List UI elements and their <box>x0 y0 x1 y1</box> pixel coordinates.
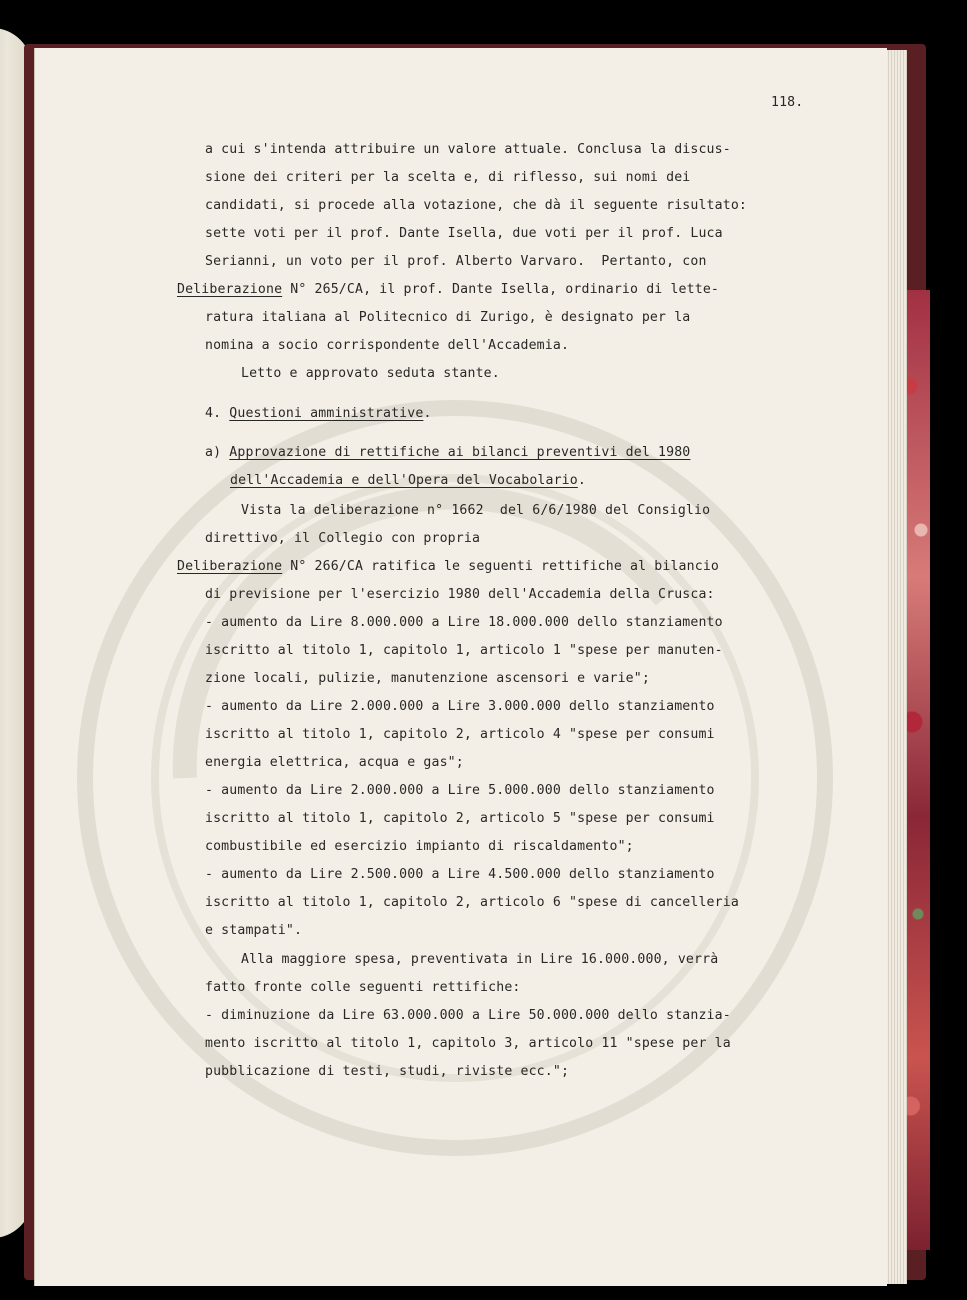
subsection-heading: a) Approvazione di rettifiche ai bilanci preventivi del 1980 <box>205 445 691 460</box>
subsection-heading: dell'Accademia e dell'Opera del Vocabolario. <box>230 473 586 488</box>
text-line: ratura italiana al Politecnico di Zurigo, è designato per la <box>205 310 691 325</box>
text-line: sette voti per il prof. Dante Isella, due voti per il prof. Luca <box>205 226 723 241</box>
typed-text <box>35 48 887 1286</box>
text-line: Deliberazione N° 266/CA ratifica le seguenti rettifiche al bilancio <box>177 559 720 574</box>
list-item: - aumento da Lire 2.000.000 a Lire 5.000.000 dello stanziamento <box>205 783 715 798</box>
text-line: zione locali, pulizie, manutenzione ascensori e varie"; <box>205 671 650 686</box>
text-line: combustibile ed esercizio impianto di riscaldamento"; <box>205 839 634 854</box>
list-item: - aumento da Lire 2.000.000 a Lire 3.000.000 dello stanziamento <box>205 699 715 714</box>
deliberation-label: Deliberazione <box>177 282 283 297</box>
text-line: a cui s'intenda attribuire un valore attuale. Conclusa la discus- <box>205 142 731 157</box>
text-line: Vista la deliberazione n° 1662 del 6/6/1980 del Consiglio <box>241 503 711 518</box>
text-line: direttivo, il Collegio con propria <box>205 531 481 546</box>
page-number: 118. <box>771 95 804 110</box>
text-line: candidati, si procede alla votazione, che dà il seguente risultato: <box>205 198 747 213</box>
deliberation-label: Deliberazione <box>177 559 283 574</box>
list-item: - diminuzione da Lire 63.000.000 a Lire 50.000.000 dello stanzia- <box>205 1008 731 1023</box>
text-line: Letto e approvato seduta stante. <box>241 366 500 381</box>
text-line: Deliberazione N° 265/CA, il prof. Dante Isella, ordinario di lette- <box>177 282 720 297</box>
document-page <box>34 48 887 1286</box>
text-line: pubblicazione di testi, studi, riviste ecc."; <box>205 1064 570 1079</box>
text-line: iscritto al titolo 1, capitolo 2, articolo 6 "spese di cancelleria <box>205 895 739 910</box>
text-line: Alla maggiore spesa, preventivata in Lire 16.000.000, verrà <box>241 952 719 967</box>
text-line: iscritto al titolo 1, capitolo 2, articolo 4 "spese per consumi <box>205 727 715 742</box>
text-line: mento iscritto al titolo 1, capitolo 3, articolo 11 "spese per la <box>205 1036 731 1051</box>
text-line: iscritto al titolo 1, capitolo 1, articolo 1 "spese per manuten- <box>205 643 723 658</box>
text-line: nomina a socio corrispondente dell'Accademia. <box>205 338 570 353</box>
text-line: sione dei criteri per la scelta e, di riflesso, sui nomi dei <box>205 170 691 185</box>
list-item: - aumento da Lire 8.000.000 a Lire 18.000.000 dello stanziamento <box>205 615 723 630</box>
text-line: iscritto al titolo 1, capitolo 2, articolo 5 "spese per consumi <box>205 811 715 826</box>
text-line: Serianni, un voto per il prof. Alberto Varvaro. Pertanto, con <box>205 254 707 269</box>
section-heading: 4. Questioni amministrative. <box>205 406 432 421</box>
text-line: di previsione per l'esercizio 1980 dell'Accademia della Crusca: <box>205 587 715 602</box>
text-line: fatto fronte colle seguenti rettifiche: <box>205 980 521 995</box>
text-line: energia elettrica, acqua e gas"; <box>205 755 464 770</box>
text-line: e stampati". <box>205 923 303 938</box>
list-item: - aumento da Lire 2.500.000 a Lire 4.500.000 dello stanziamento <box>205 867 715 882</box>
